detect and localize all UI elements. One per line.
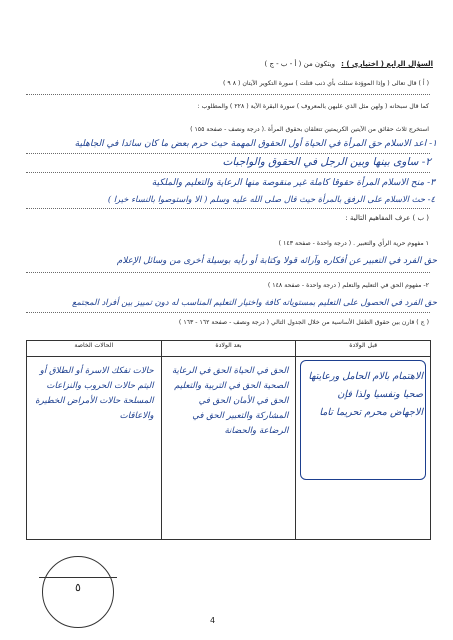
part-a-answer-4: ٤- حث الاسلام على الرفق بالمرأة حيث قال صلى الله عليه وسلم ( الا واستوصوا بالنساء خيرا ): [107, 194, 435, 204]
part-a-answer-3: ٣- منح الاسلام المرأة حقوقا كاملة غير منقوصة منها الرعاية والتعليم والملكية: [151, 178, 435, 188]
table-header-row: [27, 341, 431, 357]
part-a-verse-2: كما قال سبحانه ( ولهن مثل الذي عليهن بالمعروف ) سورة البقرة الآية ( ٢٢٨ ) والمطلوب :: [197, 103, 429, 110]
page-number: 4: [210, 616, 216, 625]
part-b-prompt-2: ٢- مفهوم الحق في التعليم والتعلم ( درجة واحدة - صفحة ١٤٨ ): [267, 282, 429, 289]
part-b-prompt-1: ١ مفهوم حرية الرأي والتعبير . ( درجة واحدة - صفحة ١٤٣ ): [278, 240, 429, 247]
cell-after-birth: [161, 357, 296, 540]
part-b-answer-1: حق الفرد في التعبير عن أفكاره وآرائه قولا وكتابة أو رأيه بوسيلة أخرى من وسائل الإعلام: [116, 256, 437, 266]
column-header-after-birth: بعد الولادة: [161, 341, 296, 357]
dotted-line: [26, 153, 430, 154]
question-header: [20, 60, 433, 72]
column-header-before-birth: قبل الولادة: [296, 341, 431, 357]
cell-special-cases: [27, 357, 162, 540]
dotted-line: [26, 94, 430, 95]
dotted-line: [26, 272, 430, 273]
part-b-title: ( ب ) عرف المفاهيم التالية :: [345, 214, 429, 222]
score-divider: [39, 577, 117, 578]
dotted-line: [26, 312, 430, 313]
dotted-line: [26, 208, 430, 209]
question-title: السؤال الرابع ( اختياري ) :: [341, 60, 433, 68]
part-a-answer-2: ٢- ساوى بينها وبين الرجل في الحقوق والواجبات: [222, 156, 431, 168]
part-a-task: استخرج ثلاث حقائق من الآيتين الكريمتين تتعلقان بحقوق المرأة .( درجة ونصف - صفحة ١٥٥ ): [190, 126, 429, 133]
handwritten-bracket: [300, 360, 426, 480]
part-a-verse-1: ( أ ) قال تعالى ( وإذا الموؤدة سئلت بأي ذنب قتلت ) سورة التكوير الآيتان ( ٨ ٩ ): [223, 80, 429, 87]
part-b-answer-2: حق الفرد في الحصول على التعليم بمستوياته كافة واختيار التعليم المناسب له دون تمييز بين أفراد المجتمع: [71, 297, 437, 307]
score-value: ٥: [75, 581, 81, 594]
cell-before-birth-text: الاهتمام بالام الحامل ورعايتها صحيا ونفسيا ولذا فإن الاجهاض محرم تحريما تاما: [308, 371, 423, 418]
part-c-title: ( ج ) قارن بين حقوق الطفل الأساسية من خلال الجدول التالي ( درجة ونصف - صفحة ١٦٢ - ١٦٣ ): [178, 319, 429, 326]
question-subtitle: ويتكون من ( أ - ب - ج ): [264, 60, 335, 68]
cell-after-birth-text: الحق في الحياة الحق في الرعاية الصحية الحق في التربية والتعليم الحق في الأمان الحق في المشاركة والتعبير الحق في الرضاعة والحضانة: [171, 366, 289, 436]
score-circle: [42, 556, 114, 628]
part-a-answer-1: ١- اعد الاسلام حق المرأة في الحياة أول الحقوق المهمة حيث حرم بعض ما كان سائدا في الجاهلية: [74, 139, 437, 149]
cell-special-cases-text: حالات تفكك الاسرة أو الطلاق أو اليتم حالات الحروب والنزاعات المسلحة حالات الأمراض الخطيرة والاعاقات: [35, 366, 154, 421]
dotted-line: [26, 172, 430, 173]
column-header-special-cases: الحالات الخاصة: [27, 341, 162, 357]
